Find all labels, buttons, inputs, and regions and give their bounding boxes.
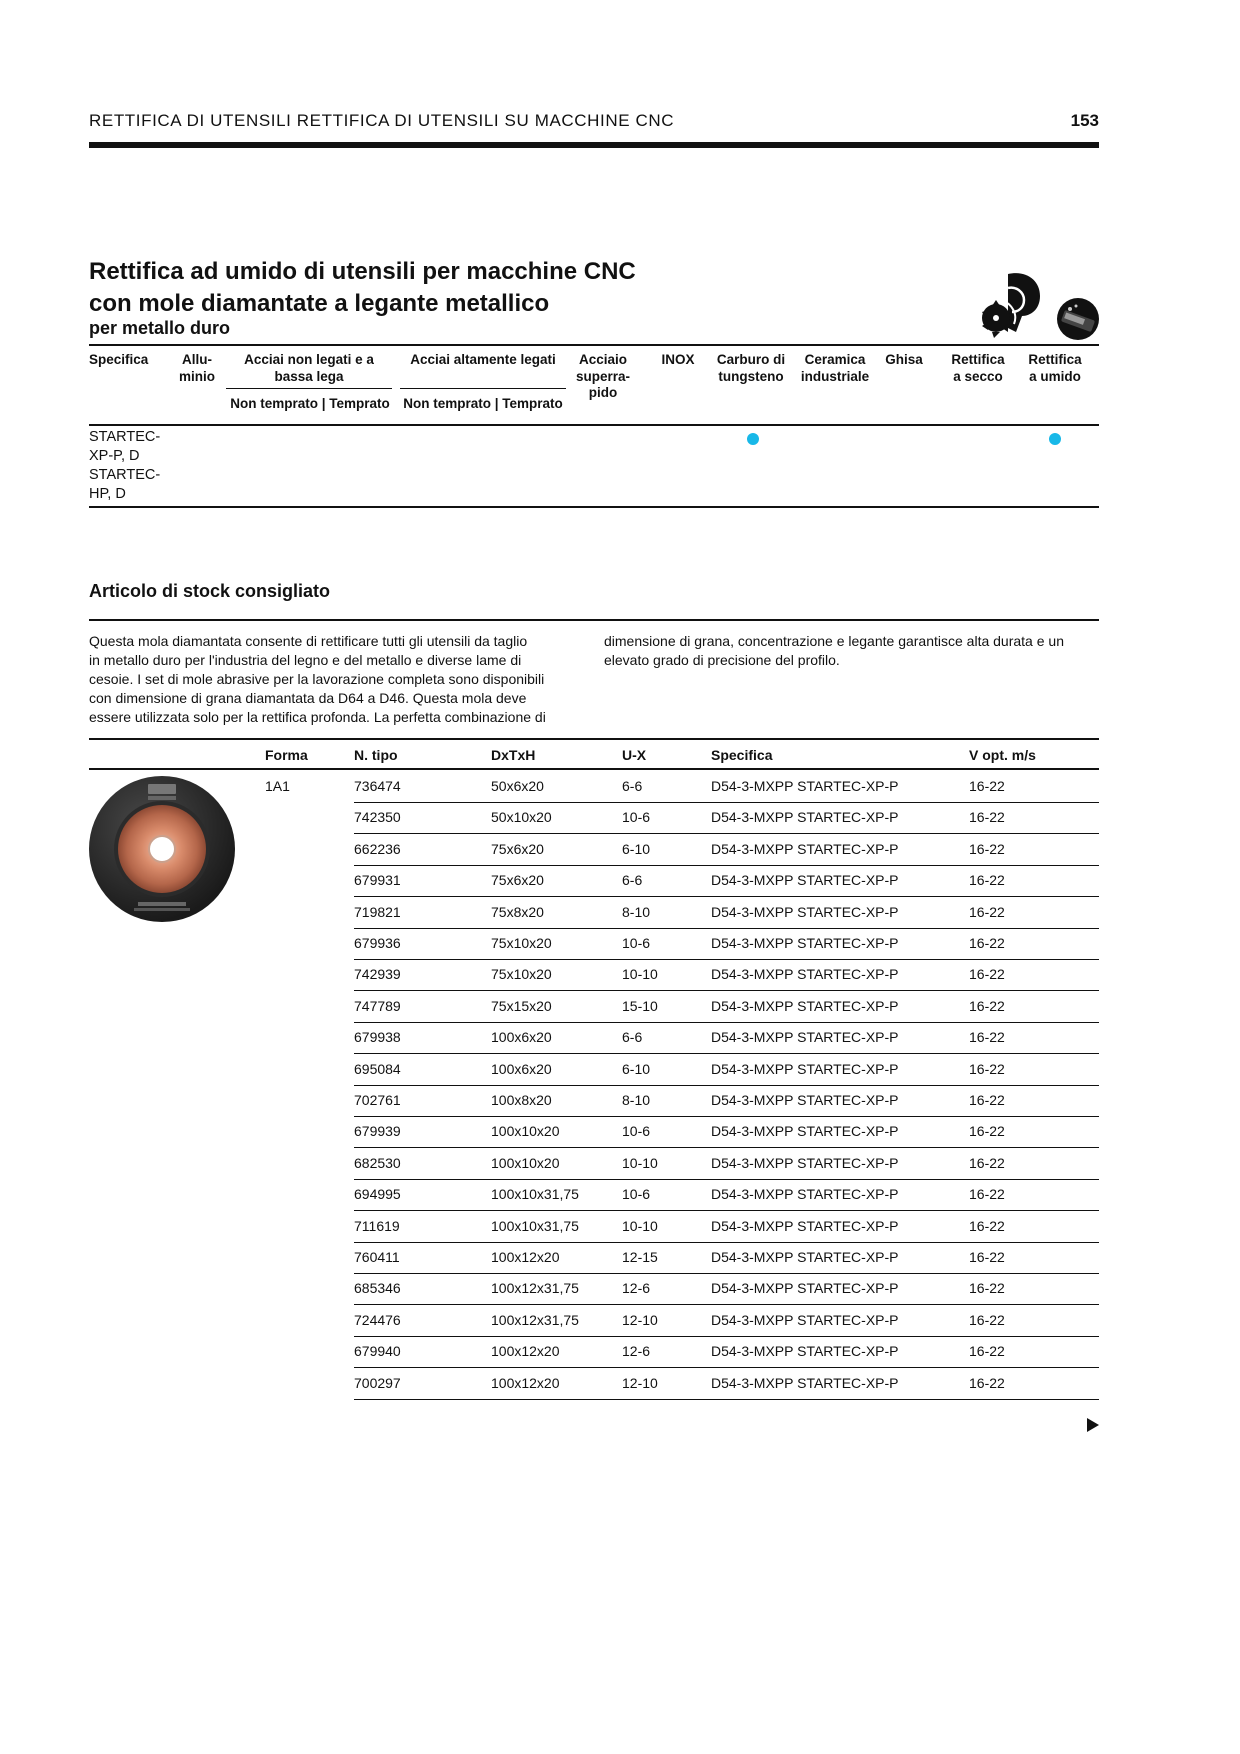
stock-cell: 100x6x20 <box>491 1029 552 1046</box>
stock-cell: 16-22 <box>969 1217 1005 1234</box>
stock-cell: 100x10x20 <box>491 1154 560 1171</box>
stock-col-header: DxTxH <box>491 747 536 763</box>
stock-cell: 12-6 <box>622 1280 651 1297</box>
description-left: Questa mola diamantata consente di rettificare tutti gli utensili da taglio in metallo duro per l'industria del legno e del metallo e diverse lame di cesoie. I set di mole abrasive per la lavorazione completa sono disponibili con dimensione di grana diamantata da D64 a D46. Questa mola deve essere utilizzata solo per la rettifica profonda. La perfetta combinazione di <box>89 633 546 725</box>
stock-col-header: Specifica <box>711 747 773 763</box>
stock-cell: 75x10x20 <box>491 966 552 983</box>
stock-cell: 16-22 <box>969 840 1005 857</box>
stock-cell: 8-10 <box>622 903 651 920</box>
stock-cell: 736474 <box>354 778 401 794</box>
section-title: Articolo di stock consigliato <box>89 581 331 601</box>
stock-cell: D54-3-MXPP STARTEC-XP-P <box>711 1374 899 1391</box>
stock-cell: D54-3-MXPP STARTEC-XP-P <box>711 903 899 920</box>
stock-cell: D54-3-MXPP STARTEC-XP-P <box>711 1092 899 1108</box>
stock-cell: 679936 <box>354 935 401 951</box>
dot-rettifica-umido <box>1049 433 1061 445</box>
stock-cell: 75x6x20 <box>491 840 544 857</box>
stock-cell: 15-10 <box>622 997 658 1014</box>
next-arrow-icon[interactable] <box>1087 1418 1099 1432</box>
wet-grinding-icon <box>1056 297 1100 341</box>
sub-rule-non-legati <box>226 388 392 389</box>
stock-cell: 679931 <box>354 872 401 889</box>
stock-cell: 100x10x20 <box>491 1123 560 1140</box>
table-row-rule <box>354 1399 1099 1400</box>
description-right: dimensione di grana, concentrazione e legante garantisce alta durata e un elevato grado di precisione del profilo. <box>604 633 1064 668</box>
stock-cell: 10-10 <box>622 966 658 983</box>
sub-col-alt-legati: Non temprato | Temprato <box>403 396 563 411</box>
col-acciai-non-legati: Acciai non legati e a bassa lega <box>244 352 374 384</box>
stock-cell: 16-22 <box>969 1374 1005 1391</box>
stock-cell: 12-10 <box>622 1374 658 1391</box>
stock-cell: 100x12x20 <box>491 1343 560 1360</box>
stock-cell: 679940 <box>354 1343 401 1360</box>
stock-cell: 100x10x31,75 <box>491 1217 579 1234</box>
dot-carburo <box>747 433 759 445</box>
stock-cell: 16-22 <box>969 809 1005 826</box>
stock-table-top-rule <box>89 738 1099 740</box>
stock-cell: 6-10 <box>622 1060 651 1077</box>
stock-col-header: N. tipo <box>354 747 398 763</box>
stock-cell: 16-22 <box>969 903 1005 920</box>
stock-cell: 16-22 <box>969 1123 1005 1140</box>
page-subtitle: per metallo duro <box>89 318 231 338</box>
table-row-rule <box>354 1022 1099 1023</box>
col-acciaio-superrapido: Acciaio superra- pido <box>575 352 631 400</box>
stock-cell: 6-6 <box>622 778 643 794</box>
stock-cell: 100x10x31,75 <box>491 1186 579 1203</box>
stock-cell: 16-22 <box>969 1249 1005 1265</box>
stock-cell: D54-3-MXPP STARTEC-XP-P <box>711 997 899 1014</box>
stock-cell: 724476 <box>354 1311 401 1328</box>
stock-cell: 695084 <box>354 1060 401 1077</box>
stock-cell: 12-15 <box>622 1249 658 1265</box>
stock-cell: 16-22 <box>969 1186 1005 1203</box>
stock-cell: 10-6 <box>622 935 651 951</box>
stock-cell: D54-3-MXPP STARTEC-XP-P <box>711 840 899 857</box>
stock-cell: D54-3-MXPP STARTEC-XP-P <box>711 935 899 951</box>
stock-cell: 16-22 <box>969 872 1005 889</box>
stock-cell: 747789 <box>354 997 401 1014</box>
col-ghisa: Ghisa <box>885 352 923 367</box>
stock-cell: 100x8x20 <box>491 1092 552 1108</box>
col-acciai-alt-legati: Acciai altamente legati <box>410 352 556 367</box>
title-line-1: Rettifica ad umido di utensili per macchine CNC <box>89 258 636 285</box>
table-row-rule <box>354 1179 1099 1180</box>
app-table-top-rule <box>89 344 1099 346</box>
table-row-rule <box>354 1085 1099 1086</box>
stock-cell: D54-3-MXPP STARTEC-XP-P <box>711 1123 899 1140</box>
stock-cell: 10-10 <box>622 1217 658 1234</box>
stock-table-header-rule <box>89 768 1099 770</box>
stock-cell: D54-3-MXPP STARTEC-XP-P <box>711 872 899 889</box>
sub-col-non-legati: Non temprato | Temprato <box>230 396 390 411</box>
table-row-rule <box>354 1242 1099 1243</box>
title-line-2: con mole diamantate a legante metallico <box>89 290 550 317</box>
stock-cell: 10-6 <box>622 809 651 826</box>
product-names: STARTEC- XP-P, D STARTEC- HP, D <box>89 429 161 502</box>
stock-cell: 100x12x20 <box>491 1249 560 1265</box>
stock-cell: 100x12x31,75 <box>491 1311 579 1328</box>
table-row-rule <box>354 959 1099 960</box>
stock-cell: 662236 <box>354 840 401 857</box>
stock-cell: 679939 <box>354 1123 401 1140</box>
stock-cell: 6-10 <box>622 840 651 857</box>
page-number: 153 <box>1070 111 1099 130</box>
stock-cell: 75x15x20 <box>491 997 552 1014</box>
table-row-rule <box>354 1367 1099 1368</box>
header-rule <box>89 142 1099 148</box>
stock-cell: 8-10 <box>622 1092 651 1108</box>
stock-cell: 16-22 <box>969 966 1005 983</box>
stock-cell: 16-22 <box>969 1092 1005 1108</box>
stock-cell: 682530 <box>354 1154 401 1171</box>
stock-cell: 100x12x20 <box>491 1374 560 1391</box>
stock-cell: D54-3-MXPP STARTEC-XP-P <box>711 1280 899 1297</box>
stock-cell: 702761 <box>354 1092 401 1108</box>
table-row-rule <box>354 802 1099 803</box>
stock-cell: D54-3-MXPP STARTEC-XP-P <box>711 1154 899 1171</box>
diamond-wheel-image <box>88 774 236 924</box>
stock-cell: 50x6x20 <box>491 778 544 794</box>
stock-cell: 685346 <box>354 1280 401 1297</box>
table-row-rule <box>354 1210 1099 1211</box>
stock-cell: 6-6 <box>622 1029 643 1046</box>
stock-cell: 100x6x20 <box>491 1060 552 1077</box>
stock-cell: D54-3-MXPP STARTEC-XP-P <box>711 809 899 826</box>
stock-cell: D54-3-MXPP STARTEC-XP-P <box>711 966 899 983</box>
stock-cell: 16-22 <box>969 1343 1005 1360</box>
section-rule <box>89 619 1099 621</box>
stock-cell: 16-22 <box>969 1311 1005 1328</box>
col-rettifica-secco: Rettifica a secco <box>951 352 1005 384</box>
stock-cell: 760411 <box>354 1249 400 1265</box>
stock-cell: 700297 <box>354 1374 401 1391</box>
stock-cell: D54-3-MXPP STARTEC-XP-P <box>711 1311 899 1328</box>
table-row-rule <box>354 1116 1099 1117</box>
col-rettifica-umido: Rettifica a umido <box>1028 352 1082 384</box>
running-title: RETTIFICA DI UTENSILI RETTIFICA DI UTENSILI SU MACCHINE CNC <box>89 111 675 130</box>
table-row-rule <box>354 833 1099 834</box>
stock-cell: 10-6 <box>622 1186 651 1203</box>
stock-cell: 100x12x31,75 <box>491 1280 579 1297</box>
stock-cell: D54-3-MXPP STARTEC-XP-P <box>711 1217 899 1234</box>
stock-cell: 10-6 <box>622 1123 651 1140</box>
stock-cell: 75x8x20 <box>491 903 544 920</box>
stock-cell: D54-3-MXPP STARTEC-XP-P <box>711 1186 899 1203</box>
stock-cell: 10-10 <box>622 1154 658 1171</box>
app-table-header-rule <box>89 424 1099 426</box>
stock-col-header: U-X <box>622 747 647 763</box>
table-row-rule <box>354 928 1099 929</box>
sub-rule-alt-legati <box>400 388 566 389</box>
stock-cell: 16-22 <box>969 997 1005 1014</box>
stock-cell: 711619 <box>354 1217 400 1234</box>
stock-cell: 16-22 <box>969 1154 1005 1171</box>
stock-cell: 742939 <box>354 966 401 983</box>
table-row-rule <box>354 1304 1099 1305</box>
stock-cell: 50x10x20 <box>491 809 552 826</box>
stock-cell: 719821 <box>354 903 401 920</box>
stock-cell: 742350 <box>354 809 401 826</box>
table-row-rule <box>354 1336 1099 1337</box>
stock-cell: 16-22 <box>969 1280 1005 1297</box>
stock-cell: D54-3-MXPP STARTEC-XP-P <box>711 1249 899 1265</box>
table-row-rule <box>354 1053 1099 1054</box>
table-row-rule <box>354 896 1099 897</box>
table-row-rule <box>354 1147 1099 1148</box>
col-ceramica: Ceramica industriale <box>800 352 870 384</box>
table-row-rule <box>354 865 1099 866</box>
stock-cell: 16-22 <box>969 935 1005 951</box>
col-inox: INOX <box>661 352 695 367</box>
stock-cell: 12-6 <box>622 1343 651 1360</box>
table-row-rule <box>354 1273 1099 1274</box>
col-carburo: Carburo di tungsteno <box>716 352 786 384</box>
stock-col-header: V opt. m/s <box>969 747 1036 763</box>
stock-cell: D54-3-MXPP STARTEC-XP-P <box>711 1343 899 1360</box>
dry-grinding-icon <box>978 270 1044 340</box>
stock-cell: D54-3-MXPP STARTEC-XP-P <box>711 1029 899 1046</box>
forma-value: 1A1 <box>265 778 290 794</box>
stock-col-header: Forma <box>265 747 308 763</box>
stock-cell: 75x10x20 <box>491 935 552 951</box>
stock-cell: 679938 <box>354 1029 401 1046</box>
stock-cell: 12-10 <box>622 1311 658 1328</box>
stock-cell: 16-22 <box>969 1060 1005 1077</box>
stock-cell: D54-3-MXPP STARTEC-XP-P <box>711 778 899 794</box>
col-specifica: Specifica <box>89 352 149 367</box>
page-title <box>89 256 636 320</box>
stock-cell: 75x6x20 <box>491 872 544 889</box>
stock-cell: D54-3-MXPP STARTEC-XP-P <box>711 1060 899 1077</box>
stock-cell: 16-22 <box>969 778 1005 794</box>
stock-cell: 16-22 <box>969 1029 1005 1046</box>
stock-cell: 6-6 <box>622 872 643 889</box>
table-row-rule <box>354 990 1099 991</box>
col-alluminio: Allu- minio <box>179 352 215 384</box>
app-table-bottom-rule <box>89 506 1099 508</box>
stock-cell: 694995 <box>354 1186 401 1203</box>
